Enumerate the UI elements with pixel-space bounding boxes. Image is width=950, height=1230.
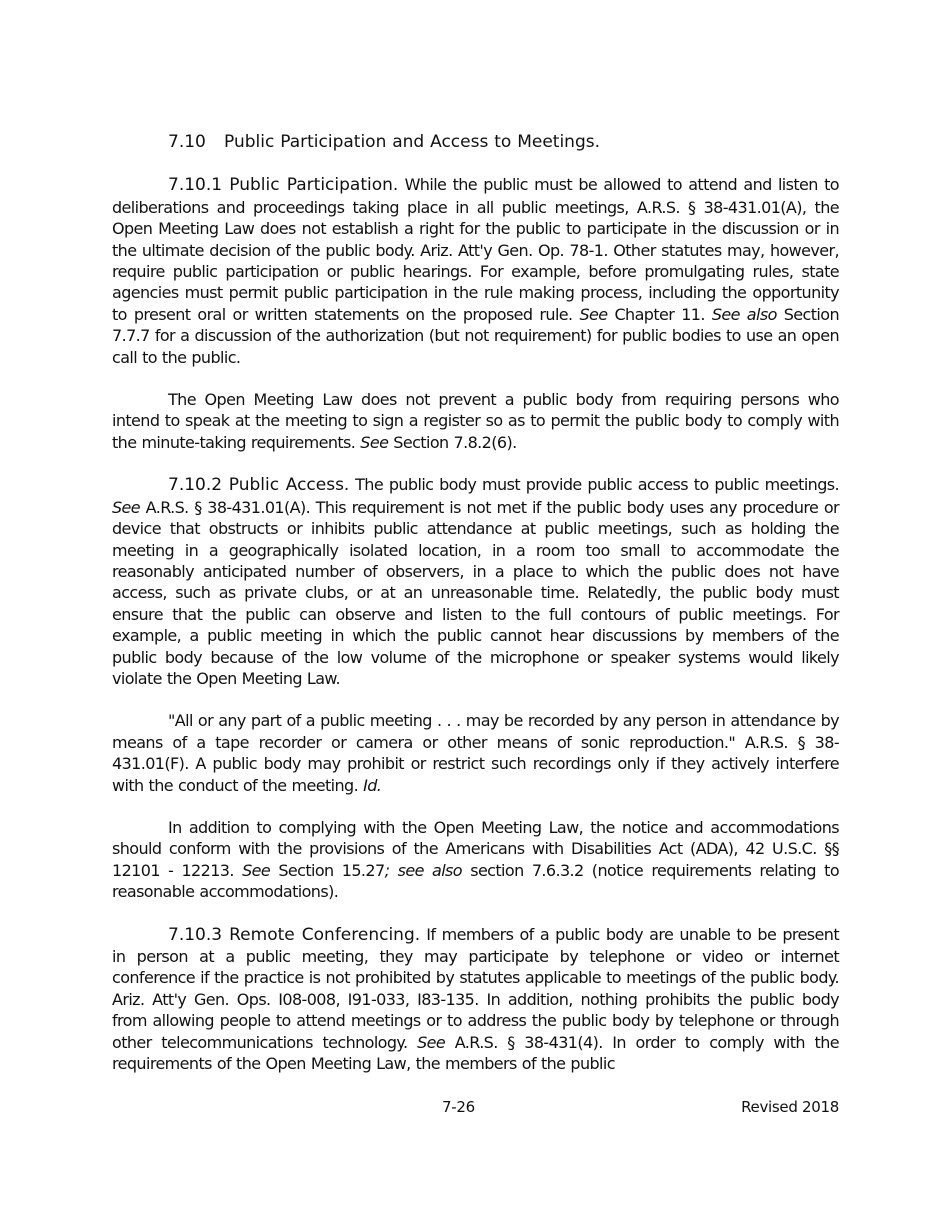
- citation-signal: See: [417, 1032, 446, 1052]
- citation-id: Id.: [363, 775, 382, 795]
- paragraph-text: Section 7.8.2(6).: [388, 432, 517, 452]
- paragraph-text: While the public must be allowed to attend and listen to deliberations and proceedings taking place in all public meetings, A.R.S. § 38-431.01(A), the Open Meeting Law does not establish a right for the public to participate in the discussion or in the ultimate decision of the public body. Ariz. Att'y Gen. Op. 78-1. Other statutes may, however, require public participation or public hearings. For example, before promulgating rules, state agencies must permit public participation in the rule making process, including the opportunity to present oral or written statements on the proposed rule.: [112, 175, 839, 324]
- paragraph-text: The public body must provide public access to public meetings.: [349, 475, 839, 495]
- paragraph-remote-conferencing: [112, 924, 839, 1075]
- paragraph-text: Section 15.27: [270, 860, 385, 880]
- paragraph-text: In addition to complying with the Open Meeting Law, the notice and accommodations should conform with the provisions of the Americans with Disabilities Act (ADA), 42 U.S.C. §§ 12101 - 12213.: [112, 817, 839, 880]
- paragraph-text: Chapter 11.: [607, 304, 712, 324]
- citation-signal: See: [360, 432, 389, 452]
- paragraph-text: The Open Meeting Law does not prevent a public body from requiring persons who intend to speak at the meeting to sign a register so as to permit the public body to comply with the minute-taking requirements.: [112, 390, 839, 452]
- citation-signal: See: [112, 497, 141, 517]
- section-number: 7.10: [168, 132, 206, 152]
- citation-signal: See also: [711, 304, 777, 324]
- paragraph-recording: [112, 710, 839, 796]
- subsection-heading-7-10-2: 7.10.2 Public Access.: [168, 475, 350, 496]
- paragraph-text: A.R.S. § 38-431.01(A). This requirement is not met if the public body uses any procedure or device that obstructs or inhibits public attendance at public meetings, such as holding the meeting in a geographically isolated location, in a room too small to accommodate the reasonably anticipated number of observers, in a place to which the public does not have access, such as private clubs, or at an unreasonable time. Relatedly, the public body must ensure that the public can observe and listen to the full contours of public meetings. For example, a public meeting in which the public cannot hear discussions by members of the public body because of the low volume of the microphone or speaker systems would likely violate the Open Meeting Law.: [112, 497, 839, 688]
- paragraph-public-access: [112, 474, 839, 689]
- subsection-heading-7-10-3: 7.10.3 Remote Conferencing.: [168, 924, 421, 945]
- document-page: [112, 132, 839, 1095]
- revision-label: Revised 2018: [741, 1098, 839, 1116]
- section-title: Public Participation and Access to Meetings.: [224, 132, 601, 152]
- paragraph-text: If members of a public body are unable to be present in person at a public meeting, they may participate by telephone or video or internet conference if the practice is not prohibited by statutes applicable to meetings of the public body. Ariz. Att'y Gen. Ops. I08-008, I91-033, I83-135. In addition, nothing prohibits the public body from allowing people to attend meetings or to address the public body by telephone or through other telecommunications technology.: [112, 924, 839, 1052]
- page-number: 7-26: [442, 1098, 475, 1116]
- paragraph-register: [112, 389, 839, 453]
- paragraph-ada: [112, 817, 839, 903]
- paragraph-text: "All or any part of a public meeting . . . may be recorded by any person in attendance by means of a tape recorder or camera or other means of sonic reproduction." A.R.S. § 38-431.01(F). A public body may prohibit or restrict such recordings only if they actively interfere with the conduct of the meeting.: [112, 711, 839, 795]
- paragraph-text: A.R.S. § 38-431(4). In order to comply with the requirements of the Open Meeting Law, the members of the public: [112, 1032, 839, 1074]
- citation-signal: See: [242, 860, 271, 880]
- citation-signal: See: [579, 304, 608, 324]
- paragraph-text: Section 7.7.7 for a discussion of the authorization (but not requirement) for public bodies to use an open call to the public.: [112, 304, 839, 367]
- paragraph-text: section 7.6.3.2 (notice requirements relating to reasonable accommodations).: [112, 860, 840, 902]
- subsection-heading-7-10-1: 7.10.1 Public Participation.: [168, 175, 399, 196]
- paragraph-public-participation: [112, 174, 839, 368]
- section-heading: [112, 132, 839, 153]
- page-footer: [112, 1098, 839, 1120]
- citation-signal: ; see also: [384, 860, 462, 880]
